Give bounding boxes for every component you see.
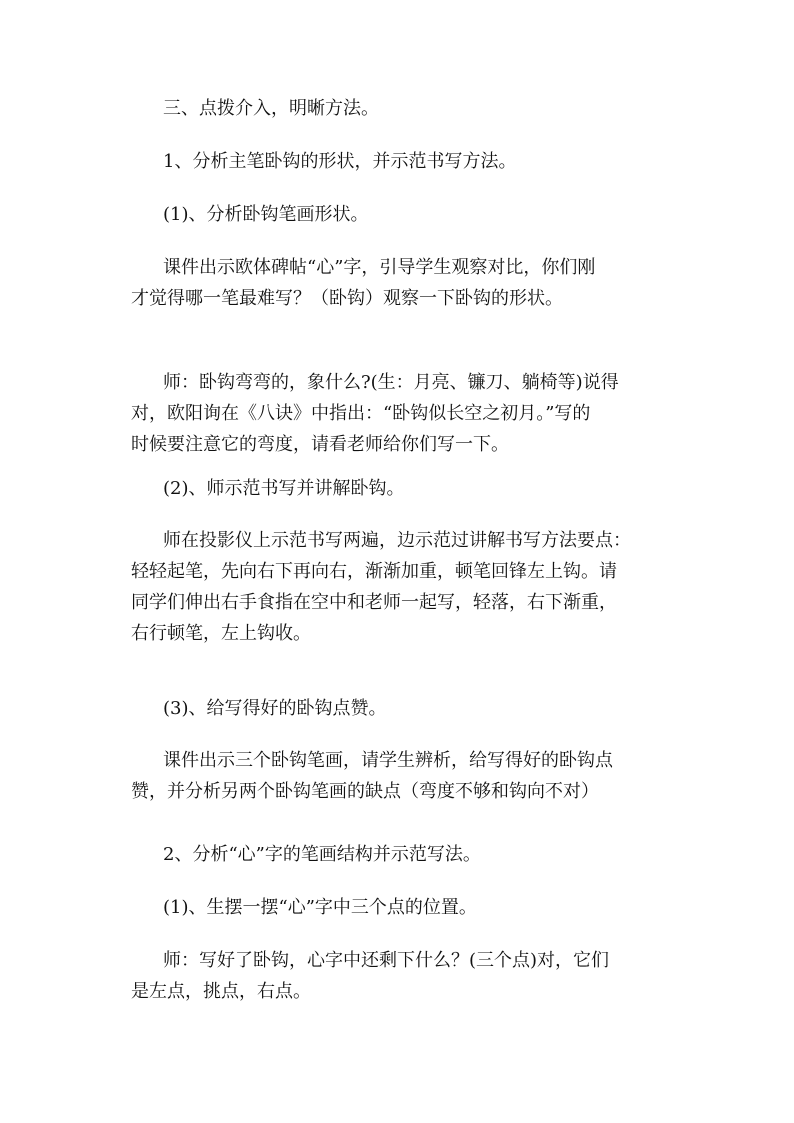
paragraph-line: 师在投影仪上示范书写两遍，边示范过讲解书写方法要点： <box>163 530 631 551</box>
paragraph-line: 时候要注意它的弯度，请看老师给你们写一下。 <box>131 434 509 455</box>
paragraph-line: (2)、师示范书写并讲解卧钩。 <box>163 478 405 499</box>
step-heading <box>131 199 671 230</box>
paragraph <box>131 945 671 1007</box>
paragraph-line: (1)、分析卧钩笔画形状。 <box>163 204 369 225</box>
paragraph-line: 轻轻起笔，先向右下再向右，渐渐加重，顿笔回锋左上钩。请 <box>131 561 617 582</box>
paragraph-line: 2、分析“心”字的笔画结构并示范写法。 <box>163 844 481 865</box>
section-heading <box>131 93 671 124</box>
paragraph <box>131 525 671 649</box>
paragraph-line: 右行顿笔，左上钩收。 <box>131 623 311 644</box>
step-heading <box>131 693 671 724</box>
paragraph <box>131 745 671 807</box>
paragraph-line: 是左点，挑点，右点。 <box>131 981 311 1002</box>
paragraph-line: 师：卧钩弯弯的，象什么?(生：月亮、镰刀、躺椅等)说得 <box>163 372 619 393</box>
paragraph-line: 师：写好了卧钩，心字中还剩下什么？(三个点)对，它们 <box>163 950 610 971</box>
paragraph <box>131 367 671 460</box>
paragraph-line: 对，欧阳询在《八诀》中指出：“卧钩似长空之初月。”写的 <box>131 403 591 424</box>
subsection-heading <box>131 146 671 177</box>
paragraph-line: (3)、给写得好的卧钩点赞。 <box>163 698 387 719</box>
paragraph-line: 才觉得哪一笔最难写？（卧钩）观察一下卧钩的形状。 <box>131 288 563 309</box>
paragraph-line: 赞，并分析另两个卧钩笔画的缺点（弯度不够和钩向不对） <box>131 781 599 802</box>
step-heading <box>131 892 671 923</box>
paragraph-line: 课件出示欧体碑帖“心”字，引导学生观察对比，你们刚 <box>163 257 596 278</box>
step-heading <box>131 473 671 504</box>
paragraph-line: 1、分析主笔卧钩的形状，并示范书写方法。 <box>163 151 517 172</box>
paragraph-line: (1)、生摆一摆“心”字中三个点的位置。 <box>163 897 477 918</box>
paragraph <box>131 252 671 314</box>
paragraph-line: 课件出示三个卧钩笔画，请学生辨析，给写得好的卧钩点 <box>163 750 613 771</box>
paragraph-line: 同学们伸出右手食指在空中和老师一起写，轻落，右下渐重， <box>131 592 617 613</box>
paragraph-line: 三、点拨介入，明晰方法。 <box>163 98 379 119</box>
subsection-heading <box>131 839 671 870</box>
